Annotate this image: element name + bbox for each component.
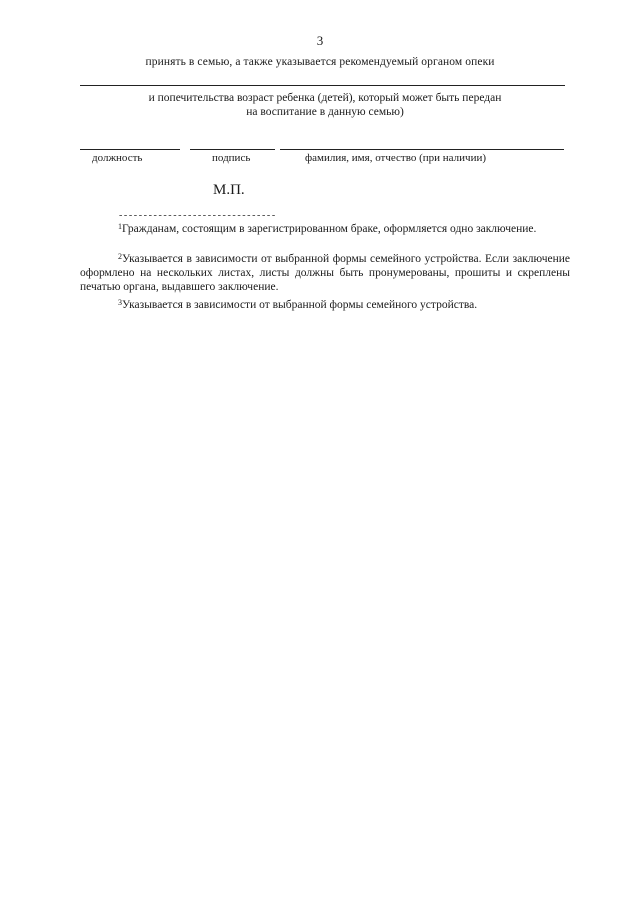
footnote-text: Указывается в зависимости от выбранной формы семейного устройства. Если заключение оформлено на нескольких листах, листы должны быть пронумерованы, прошиты и скреплены печатью органа, выдавшего заключение. xyxy=(80,253,570,293)
footnote-2 xyxy=(80,252,570,294)
form-text-line-3: на воспитание в данную семью) xyxy=(246,106,404,118)
position-label: должность xyxy=(92,152,143,164)
footnote-text: Указывается в зависимости от выбранной формы семейного устройства. xyxy=(122,299,478,311)
footnote-text: Гражданам, состоящим в зарегистрированном браке, оформляется одно заключение. xyxy=(122,223,537,235)
full-name-label: фамилия, имя, отчество (при наличии) xyxy=(305,152,487,164)
fill-in-line-1 xyxy=(80,85,565,86)
footnote-1 xyxy=(80,222,570,236)
position-signature-line xyxy=(80,149,180,150)
full-name-signature-line xyxy=(280,149,564,150)
form-text-line-2: и попечительства возраст ребенка (детей), который может быть передан xyxy=(148,92,502,104)
signature-line xyxy=(190,149,275,150)
footnote-mark: 1 xyxy=(118,222,122,231)
footnote-mark: 2 xyxy=(118,252,122,261)
signature-label: подпись xyxy=(212,152,251,164)
form-text-line-1: принять в семью, а также указывается рекомендуемый органом опеки xyxy=(145,56,495,68)
footnote-mark: 3 xyxy=(118,298,122,307)
footnote-separator: -------------------------------- xyxy=(119,210,277,221)
page-number: 3 xyxy=(316,33,324,48)
footnote-3 xyxy=(80,298,570,312)
stamp-place-label: М.П. xyxy=(213,182,245,198)
